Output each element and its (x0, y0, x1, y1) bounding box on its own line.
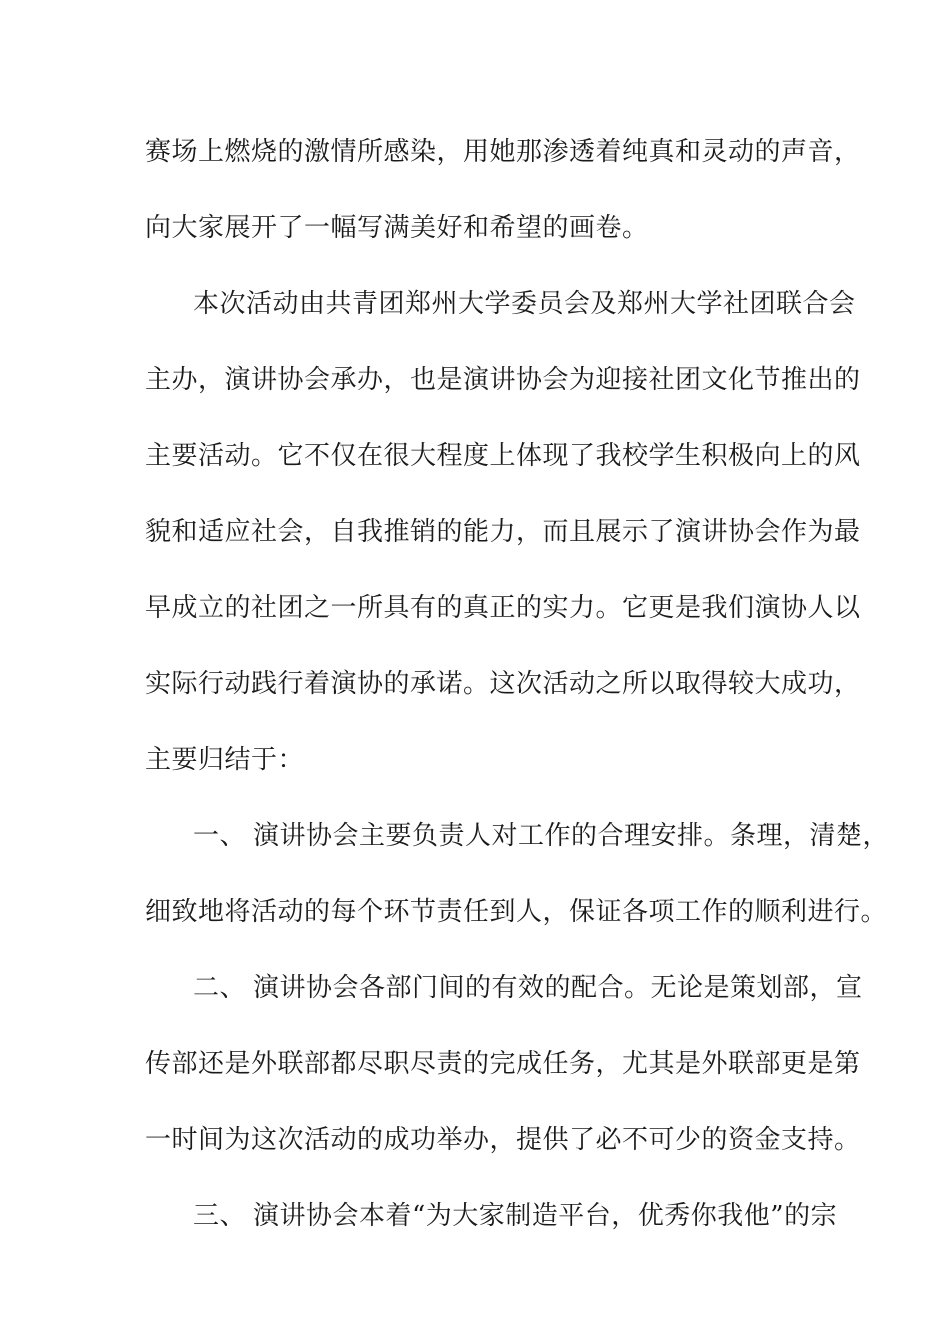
text-line: 细致地将活动的每个环节责任到人，保证各项工作的顺利进行。 (145, 897, 888, 927)
text-line: 传部还是外联部都尽职尽责的完成任务，尤其是外联部更是第 (145, 1049, 861, 1079)
paragraph-start-line: 本次活动由共青团郑州大学委员会及郑州大学社团联合会 (193, 289, 856, 319)
list-marker: 二、 (193, 973, 247, 1003)
list-marker: 一、 (193, 821, 247, 851)
list-item-3-line (193, 1200, 837, 1232)
text-line: 主要归结于： (145, 745, 305, 775)
text-line: 赛场上燃烧的激情所感染，用她那渗透着纯真和灵动的声音， (145, 137, 861, 167)
list-item-text: 演讲协会主要负责人对工作的合理安排。条理，清楚， (253, 821, 890, 851)
text-line: 向大家展开了一幅写满美好和希望的画卷。 (145, 213, 649, 243)
list-item-text: 演讲协会本着“为大家制造平台，优秀你我他”的宗 (253, 1201, 838, 1231)
text-line: 早成立的社团之一所具有的真正的实力。它更是我们演协人以 (145, 593, 861, 623)
text-line: 主办，演讲协会承办，也是演讲协会为迎接社团文化节推出的 (145, 365, 861, 395)
list-marker: 三、 (193, 1201, 247, 1231)
list-item-1-line (193, 820, 889, 852)
text-line: 貌和适应社会，自我推销的能力，而且展示了演讲协会作为最 (145, 517, 861, 547)
list-item-text: 演讲协会各部门间的有效的配合。无论是策划部，宣 (253, 973, 863, 1003)
list-item-2-line (193, 972, 863, 1004)
text-line: 实际行动践行着演协的承诺。这次活动之所以取得较大成功， (145, 669, 861, 699)
text-line: 一时间为这次活动的成功举办，提供了必不可少的资金支持。 (145, 1125, 861, 1155)
text-line: 主要活动。它不仅在很大程度上体现了我校学生积极向上的风 (145, 441, 861, 471)
